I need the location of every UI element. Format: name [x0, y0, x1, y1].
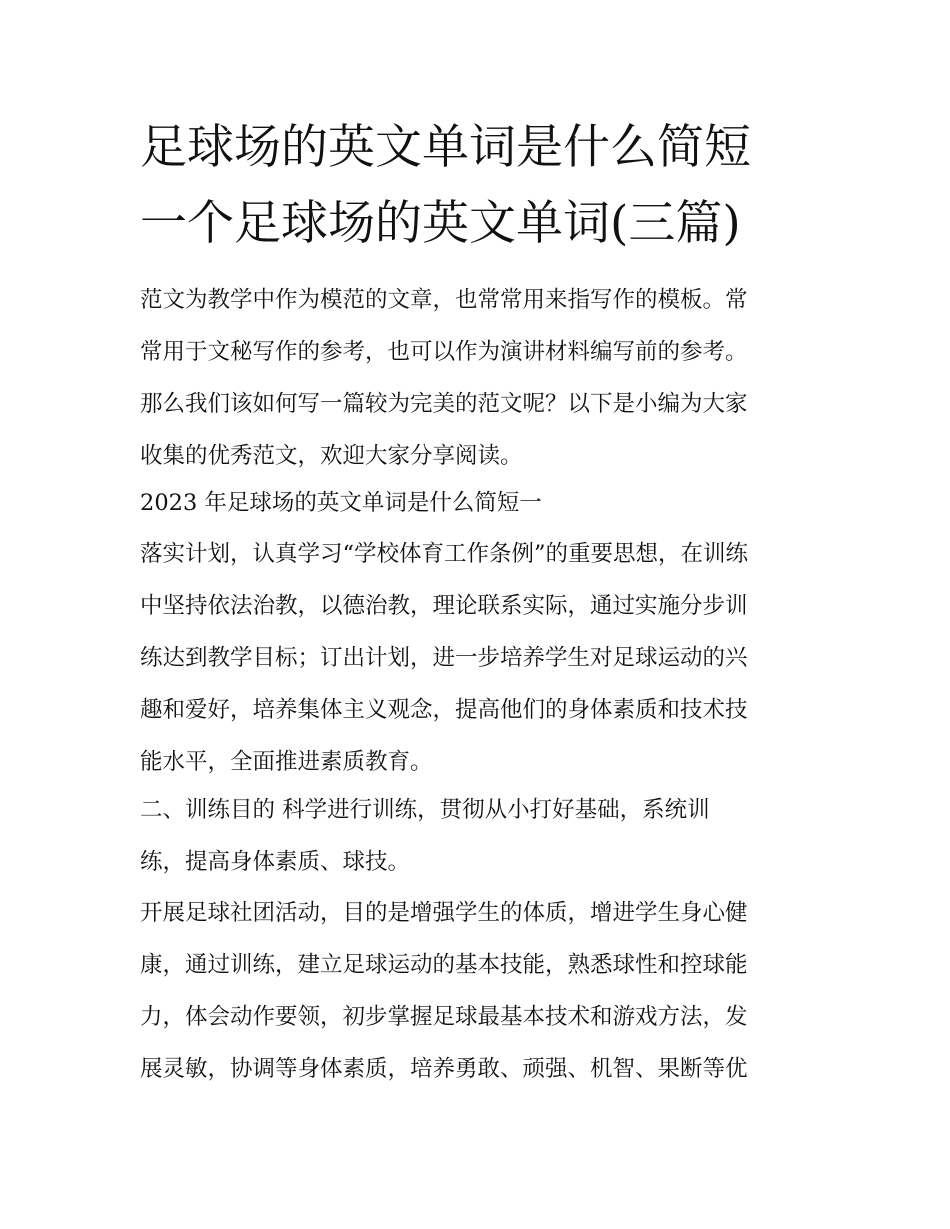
body-line: 练达到教学目标；订出计划，进一步培养学生对足球运动的兴	[140, 645, 748, 671]
title-line-2: 一个足球场的英文单词(三篇)	[140, 196, 741, 251]
body-line: 那么我们该如何写一篇较为完美的范文呢？以下是小编为大家	[140, 391, 748, 417]
body-line: 开展足球社团活动，目的是增强学生的体质，增进学生身心健	[140, 900, 748, 926]
body-line: 练，提高身体素质、球技。	[140, 849, 411, 875]
body-line: 落实计划，认真学习“学校体育工作条例”的重要思想，在训练	[140, 541, 749, 567]
body-line: 常用于文秘写作的参考，也可以作为演讲材料编写前的参考。	[140, 339, 748, 365]
body-line: 力，体会动作要领，初步掌握足球最基本技术和游戏方法，发	[140, 1004, 748, 1030]
body-line: 收集的优秀范文，欢迎大家分享阅读。	[140, 443, 523, 469]
body-line: 二、训练目的 科学进行训练，贯彻从小打好基础，系统训	[140, 797, 710, 823]
section-heading: 2023 年足球场的英文单词是什么简短一	[140, 490, 542, 516]
body-line: 展灵敏，协调等身体素质，培养勇敢、顽强、机智、果断等优	[140, 1056, 748, 1082]
body-line: 能水平，全面推进素质教育。	[140, 749, 433, 775]
document-title	[140, 110, 820, 262]
body-line: 康，通过训练，建立足球运动的基本技能，熟悉球性和控球能	[140, 952, 748, 978]
body-line: 范文为教学中作为模范的文章，也常常用来指写作的模板。常	[140, 287, 748, 313]
body-line: 趣和爱好，培养集体主义观念，提高他们的身体素质和技术技	[140, 697, 748, 723]
body-line: 中坚持依法治教，以德治教，理论联系实际，通过实施分步训	[140, 593, 748, 619]
title-line-1: 足球场的英文单词是什么简短	[140, 120, 751, 175]
